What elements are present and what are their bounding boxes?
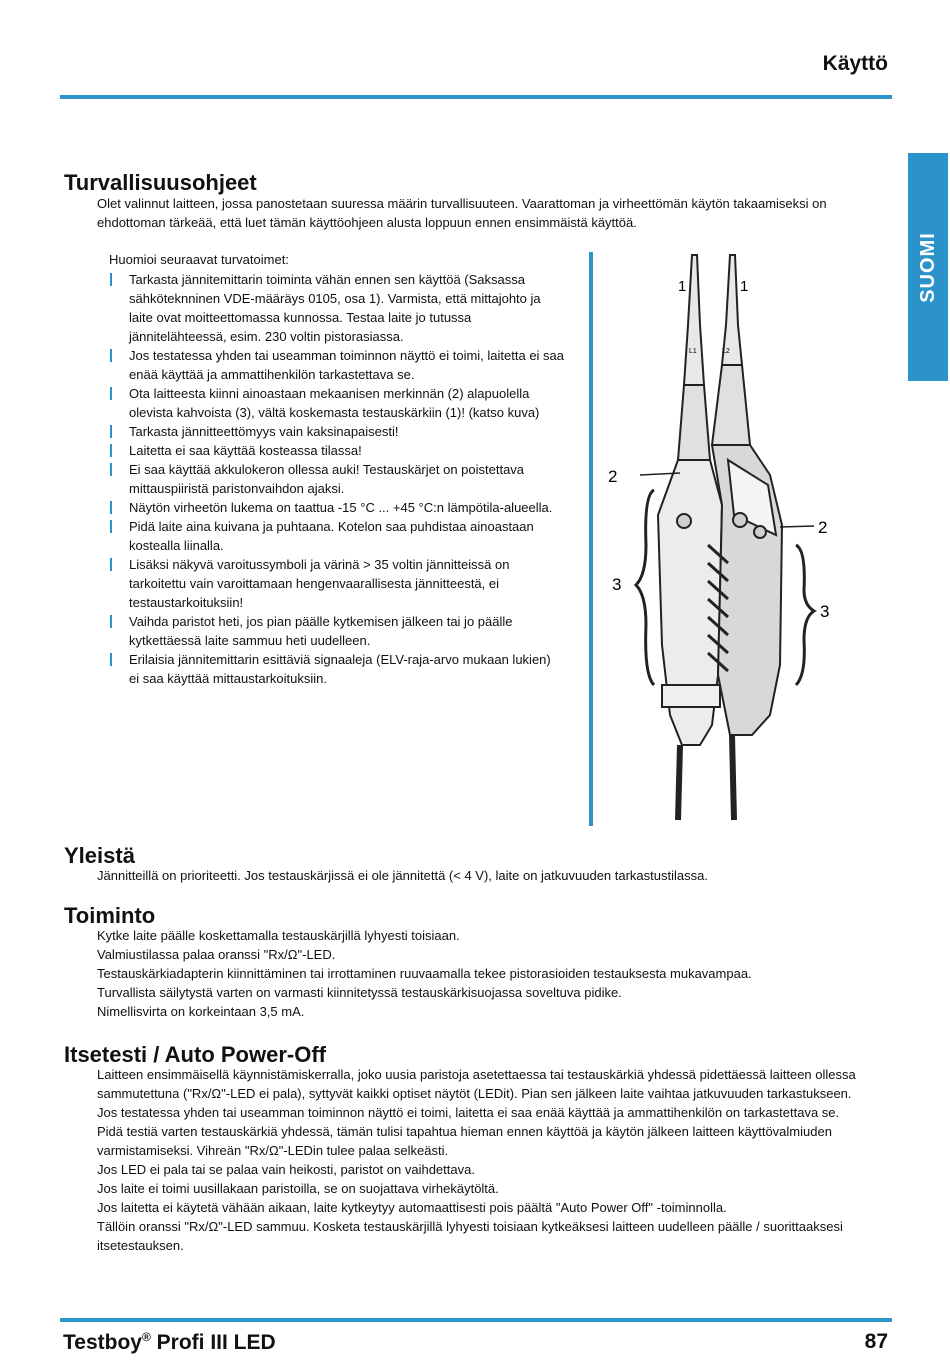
safety-item: Näytön virheetön lukema on taattua -15 °C ... +45 °C:n lämpötila-alueella. xyxy=(109,498,564,517)
bullet-bar xyxy=(110,273,112,286)
general-heading: Yleistä xyxy=(64,843,135,868)
language-tab xyxy=(908,153,948,381)
bullet-bar xyxy=(110,349,112,362)
probe-label-left: L1 xyxy=(689,348,697,355)
operation-line: Nimellisvirta on korkeintaan 3,5 mA. xyxy=(97,1004,305,1019)
language-tab-label: SUOMI xyxy=(916,231,939,303)
tip-label-right: 1 xyxy=(740,278,749,295)
safety-notice: Huomioi seuraavat turvatoimet: xyxy=(109,252,289,267)
bullet-bar xyxy=(110,501,112,514)
selftest-line: Laitteen ensimmäisellä käynnistämiskerralla, joko uusia paristoja asetettaessa tai testauskärkiä yhdessä pidettäessä laitteen ollessa sammutettuna ("Rx/Ω"-LED ei pala), syttyvät kaikki optiset näytöt (LEDit). Pian sen jälkeen laite vaihtaa jatkuvuuden tarkastukseen. xyxy=(97,1067,856,1101)
left-probe-tip xyxy=(684,255,704,385)
selftest-line: Jos LED ei pala tai se palaa vain heikosti, paristot on vaihdettava. xyxy=(97,1162,475,1177)
footer-rule xyxy=(60,1318,892,1322)
bullet-bar xyxy=(110,387,112,400)
safety-item: Lisäksi näkyvä varoitussymboli ja värinä > 35 voltin jännitteissä on tarkoitettu vain varoittamaan hengenvaarallisesta jännitteestä, ei testaustarkoituksiin! xyxy=(109,555,564,612)
safety-intro-line: Olet valinnut laitteen, jossa panostetaan suuressa määrin turvallisuuteen. Vaarattoman ja virheettömän käytön takaamiseksi on xyxy=(97,196,827,211)
header-title: Käyttö xyxy=(822,52,888,75)
footer-model: Profi III LED xyxy=(150,1331,276,1354)
bullet-bar xyxy=(110,425,112,438)
operation-text xyxy=(97,926,887,1021)
grip-label-right: 3 xyxy=(820,602,830,621)
general-text xyxy=(97,866,887,885)
selftest-line: Pidä testiä varten testauskärkiä yhdessä, tämän tulisi tapahtua hieman ennen käyttöä ja käytön jälkeen laitteen käyttövalmiuden varmistamiseksi. Vihreän "Rx/Ω"-LEDin tulee palaa selkeästi. xyxy=(97,1124,832,1158)
selftest-line: Jos laitetta ei käytetä vähään aikaan, laite kytkeytyy automaattisesti pois päältä "Auto Power Off" -toiminnolla. xyxy=(97,1200,727,1215)
operation-heading: Toiminto xyxy=(64,903,156,928)
footer-brand: Testboy xyxy=(63,1331,142,1354)
safety-item: Pidä laite aina kuivana ja puhtaana. Kotelon saa puhdistaa ainoastaan kostealla liinalla. xyxy=(109,517,564,555)
grip-label-left: 3 xyxy=(612,575,622,594)
marker-label-right: 2 xyxy=(818,518,828,537)
header-rule xyxy=(60,95,892,99)
safety-item: Laitetta ei saa käyttää kosteassa tilassa! xyxy=(109,441,564,460)
general-line: Jännitteillä on prioriteetti. Jos testauskärjissä ei ole jännitettä (< 4 V), laite on jatkuvuuden tarkastustilassa. xyxy=(97,868,708,883)
safety-item: Tarkasta jännitteettömyys vain kaksinapaisesti! xyxy=(109,422,564,441)
voltage-tester-illustration xyxy=(600,245,860,830)
operation-line: Valmiustilassa palaa oranssi "Rx/Ω"-LED. xyxy=(97,947,336,962)
safety-item: Jos testatessa yhden tai useamman toiminnon näyttö ei toimi, laitetta ei saa enää käyttää ja ammattihenkilön tarkastettava se. xyxy=(109,346,564,384)
safety-item: Ota laitteesta kiinni ainoastaan mekaanisen merkinnän (2) alapuolella olevista kahvoista (3), vältä koskemasta testauskärkiin (1)! (katso kuva) xyxy=(109,384,564,422)
operation-line: Testauskärkiadapterin kiinnittäminen tai irrottaminen ruuvaamalla tekee pistorasioiden testauksesta mukavampaa. xyxy=(97,966,752,981)
tip-label-left: 1 xyxy=(678,278,687,295)
operation-line: Turvallista säilytystä varten on varmasti kiinnitetyssä testauskärkisuojassa soveltuva pidike. xyxy=(97,985,622,1000)
safety-intro-line: ehdottoman tärkeää, että luet tämän käyttöohjeen alusta loppuun ennen ensimmäistä käyttöä. xyxy=(97,215,637,230)
operation-line: Kytke laite päälle koskettamalla testauskärjillä lyhyesti toisiaan. xyxy=(97,928,460,943)
page-number: 87 xyxy=(864,1330,888,1353)
registered-mark: ® xyxy=(141,1330,151,1344)
safety-item: Tarkasta jännitemittarin toiminta vähän ennen sen käyttöä (Saksassa sähköteknninen VDE-määräys 0105, osa 1). Varmista, että mittajohto ja laite ovat moitteettomassa kunnossa. Testaa laite jo tutussa jännitelähteessä, esim. 230 voltin pistorasiassa. xyxy=(109,270,564,346)
bullet-bar xyxy=(110,444,112,457)
bullet-bar xyxy=(110,558,112,571)
probe-label-right: L2 xyxy=(722,348,730,355)
figure-divider xyxy=(589,252,593,826)
selftest-line: Jos laite ei toimi uusillakaan paristoilla, se on suojattava virhekäytöltä. xyxy=(97,1181,499,1196)
bullet-bar xyxy=(110,615,112,628)
selftest-text xyxy=(97,1065,887,1255)
safety-item: Erilaisia jännitemittarin esittäviä signaaleja (ELV-raja-arvo mukaan lukien) ei saa käyttää mittaustarkoituksiin. xyxy=(109,650,564,688)
marker-label-left: 2 xyxy=(608,467,618,486)
selftest-line: Tällöin oranssi "Rx/Ω"-LED sammuu. Kosketa testauskärjillä lyhyesti toisiaan kytkeäksesi laitteen uudelleen päälle / suorittaaksesi itsetestauksen. xyxy=(97,1219,843,1253)
right-probe-shaft xyxy=(712,365,750,445)
selftest-heading: Itsetesti / Auto Power-Off xyxy=(64,1042,326,1067)
safety-list xyxy=(109,250,564,688)
left-probe-shaft xyxy=(678,385,710,460)
safety-intro xyxy=(97,194,887,232)
safety-item: Ei saa käyttää akkulokeron ollessa auki! Testauskärjet on poistettava mittauspiiristä paristonvaihdon ajaksi. xyxy=(109,460,564,498)
footer-product xyxy=(63,1330,276,1355)
bullet-bar xyxy=(110,520,112,533)
selftest-line: Jos testatessa yhden tai useamman toiminnon näyttö ei toimi, laitetta ei saa enää käyttää ja ammattihenkilön on tarkastettava se. xyxy=(97,1105,840,1120)
safety-heading: Turvallisuusohjeet xyxy=(64,170,257,195)
safety-item: Vaihda paristot heti, jos pian päälle kytkemisen jälkeen tai jo päälle kytkettäessä laite sammuu heti uudelleen. xyxy=(109,612,564,650)
bullet-bar xyxy=(110,653,112,666)
bullet-bar xyxy=(110,463,112,476)
